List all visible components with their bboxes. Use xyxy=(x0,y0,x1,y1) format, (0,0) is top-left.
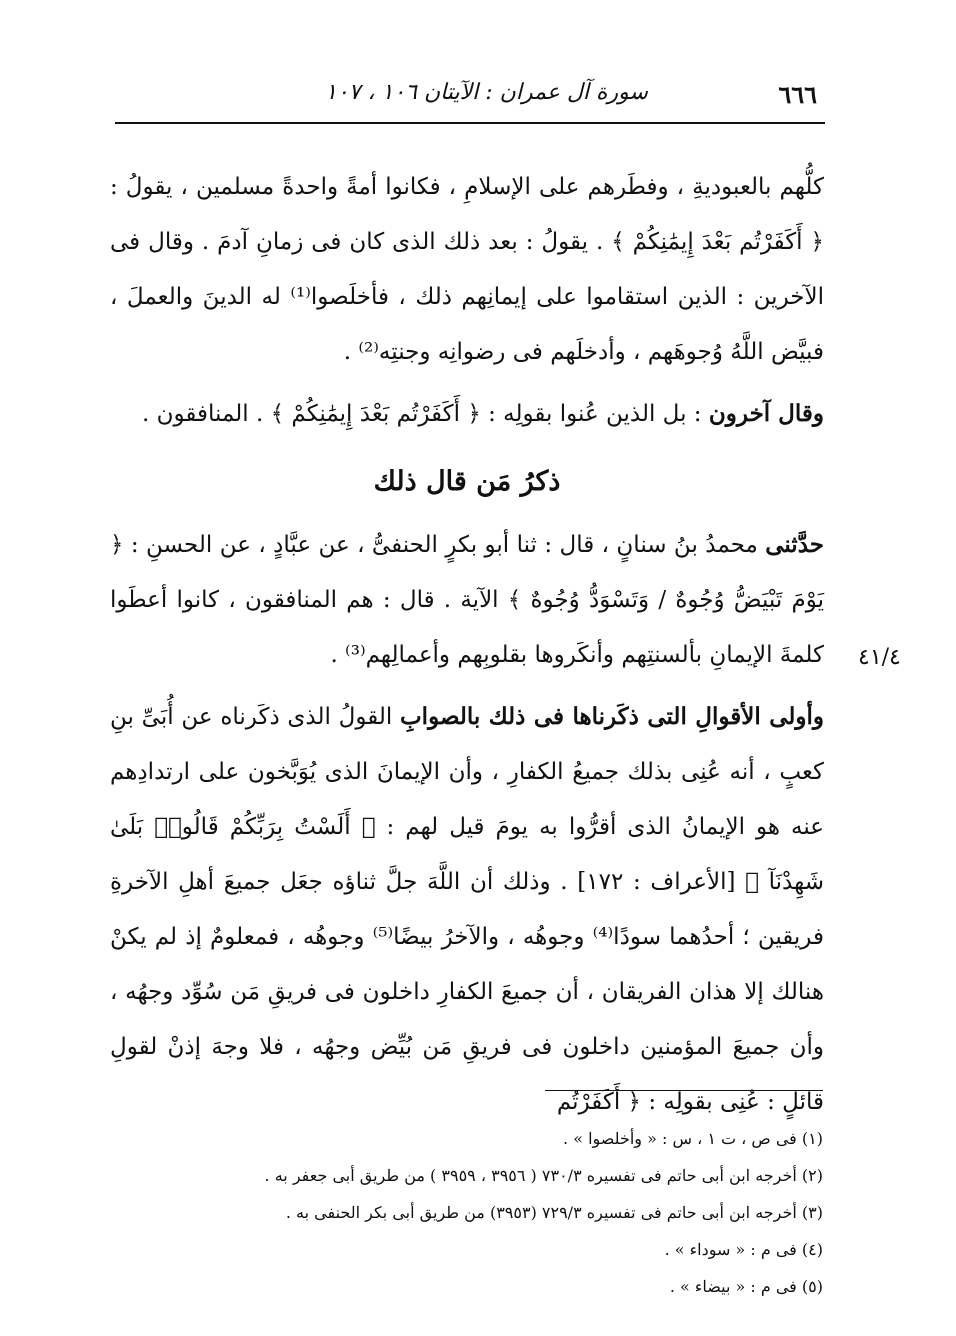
page-number: ٦٦٦ xyxy=(778,80,817,109)
paragraph-3-text: محمدُ بنُ سنانٍ ، قال : ثنا أبو بكرٍ الحنفىُّ ، عن عبَّادٍ ، عن الحسنِ : ﴿ يَوْمَ تَبْيَضُّ وُجُوهٌ / وَتَسْوَدُّ وُجُوهٌ ﴾ الآية . قال : هم المنافقون ، كانوا أعطَوا كلمةَ الإيمانِ بألسنتِهم وأنكَروها بقلوبِهم وأعمالِهم⁽³⁾ . xyxy=(110,532,824,668)
footnote-4: (٤) فى م : « سوداء » . xyxy=(664,1240,823,1259)
paragraph-4-text: القولُ الذى ذكَرناه عن أُبَىِّ بنِ كعبٍ ، أنه عُنِى بذلك جميعُ الكفارِ ، وأن الإيمانَ الذى يُوَبَّخون على ارتدادِهم عنه هو الإيمانُ الذى أقرُّوا به يومَ قيل لهم : ﴿ أَلَسْتُ بِرَبِّكُمْ قَالُوا۟ بَلَىٰ شَهِدْنَآ ﴾ [الأعراف : ١٧٢] . وذلك أن اللَّهَ جلَّ ثناؤه جعَل جميعَ أهلِ الآخرةِ فريقين ؛ أحدُهما سودًا⁽⁴⁾ وجوهُه ، والآخرُ بيضًا⁽⁵⁾ وجوهُه ، فمعلومٌ إذ لم يكنْ هنالك إلا هذان الفريقان ، أن جميعَ الكفارِ داخلون فى فريقِ مَن سُوِّد وجهُه ، وأن جميعَ المؤمنين داخلون فى فريقِ مَن بُيِّض وجهُه ، فلا وجهَ إذنْ لقولِ قائلٍ : عُنِى بقولِه : ﴿ أَكَفَرْتُم xyxy=(110,704,824,1115)
header-divider xyxy=(115,122,825,124)
paragraph-2 xyxy=(110,386,824,442)
paragraph-3 xyxy=(110,517,824,683)
paragraph-1: كلُّهم بالعبوديةِ ، وفطَرهم على الإسلامِ ، فكانوا أمةً واحدةً مسلمين ، يقولُ : ﴿ أَكَفَرْتُم بَعْدَ إِيمَٰنِكُمْ ﴾ . يقولُ : بعد ذلك الذى كان فى زمانِ آدمَ . وقال فى الآخرين : الذين استقاموا على إيمانِهم ذلك ، فأخلَصوا⁽¹⁾ له الدينَ والعملَ ، فبيَّض اللَّهُ وُجوهَهم ، وأدخلَهم فى رضوانِه وجنتِه⁽²⁾ . xyxy=(110,174,825,365)
margin-reference: ٤١/٤ xyxy=(858,645,901,670)
main-text xyxy=(110,160,824,1136)
paragraph-3-lead: حدَّثنى xyxy=(765,531,824,558)
footnote-5: (٥) فى م : « بيضاء » . xyxy=(669,1277,823,1296)
footnote-3: (٣) أخرجه ابن أبى حاتم فى تفسيره ٧٢٩/٣ (٣٩٥٣) من طريق أبى بكر الحنفى به . xyxy=(285,1203,823,1222)
section-heading: ذكرُ مَن قال ذلك xyxy=(373,466,561,497)
paragraph-4-lead: وأولى الأقوالِ التى ذكَرناها فى ذلك بالصوابِ xyxy=(400,703,824,730)
footnote-1: (١) فى ص ، ت ١ ، س : « وأخلصوا » . xyxy=(563,1129,823,1148)
paragraph-2-lead: وقال آخرون xyxy=(708,400,824,427)
footnotes xyxy=(180,1120,823,1305)
footnote-divider xyxy=(545,1090,823,1091)
running-title: سورة آل عمران : الآيتان ١٠٦ ، ١٠٧ xyxy=(325,80,648,105)
paragraph-4 xyxy=(110,689,824,1130)
page-header xyxy=(115,76,825,116)
paragraph-2-text: : بل الذين عُنوا بقولِه : ﴿ أَكَفَرْتُم بَعْدَ إِيمَٰنِكُمْ ﴾ . المنافقون . xyxy=(142,401,709,427)
footnote-2: (٢) أخرجه ابن أبى حاتم فى تفسيره ٧٣٠/٣ ( ٣٩٥٦ ، ٣٩٥٩ ) من طريق أبى جعفر به . xyxy=(264,1166,823,1185)
